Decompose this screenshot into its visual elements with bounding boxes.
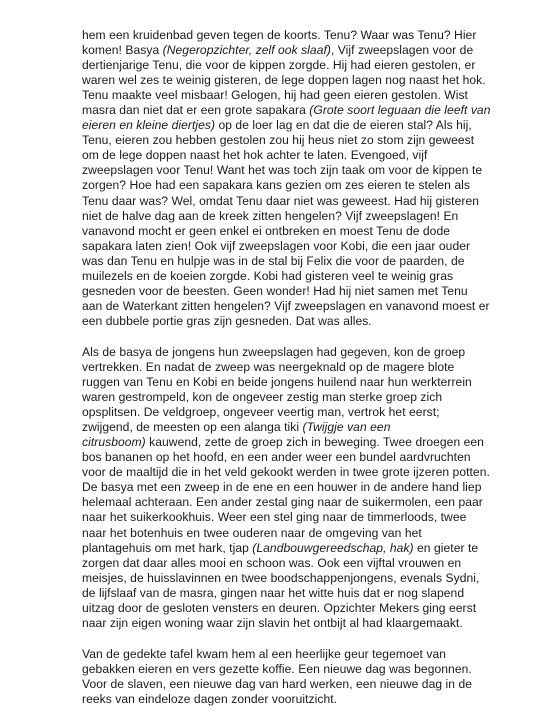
italic-gloss: citrusboom) [82, 435, 146, 450]
text-segment: sapakara laten zien! Ook vijf zweepslagen voor Kobi, die een jaar ouder [82, 238, 471, 253]
text-segment: uitzag door de gesloten vensters en deuren. Opzichter Mekers ging eerst [82, 600, 477, 615]
text-segment: waren gestrompeld, kon de ongeveer zestig man sterke groep zich [82, 390, 443, 405]
text-segment: voor de maaltijd die in het veld gekookt werden in twee grote ijzeren potten. [82, 465, 490, 480]
text-segment: aan de Waterkant zitten hengelen? Vijf zweepslagen en vanavond moest er [82, 298, 490, 313]
text-line [82, 28, 482, 43]
text-line [82, 360, 482, 375]
text-line [82, 148, 482, 163]
text-segment: Tenu daar was? Wel, omdat Tenu daar niet was geweest. Had hij gisteren [82, 193, 479, 208]
text-line [82, 133, 482, 148]
text-line [82, 541, 482, 556]
text-line [82, 239, 482, 254]
text-line [82, 526, 482, 541]
text-line [82, 314, 482, 329]
italic-gloss: eieren en kleine diertjes) [82, 118, 216, 133]
text-segment: een dubbele portie gras zijn gesneden. Dat was alles. [82, 313, 372, 328]
italic-gloss: (Grote soort leguaan die leeft van [309, 103, 491, 118]
text-line [82, 58, 482, 73]
italic-gloss: (Twijgje van een [302, 420, 391, 435]
text-line [82, 224, 482, 239]
text-line [82, 692, 482, 707]
text-segment: zorgen dat daar alles mooi en schoon was. Ook een vijftal vrouwen en [82, 555, 462, 570]
text-segment: vanavond mocht er geen enkel ei ontbreken en moest Tenu de dode [82, 223, 451, 238]
text-segment: masra dan niet dat er een grote sapakara [82, 103, 310, 118]
text-line [82, 435, 482, 450]
text-segment: hem een kruidenbad geven tegen de koorts. Tenu? Waar was Tenu? Hier [82, 28, 477, 42]
text-segment: meisjes, de huisslavinnen en twee boodschappenjongens, evenals Sydni, [82, 570, 480, 585]
text-line [82, 677, 482, 692]
text-segment: niet de halve dag aan de kreek zitten hengelen? Vijf zweepslagen! En [82, 208, 459, 223]
text-line [82, 450, 482, 465]
document-page [82, 28, 491, 707]
text-segment: naar het botenhuis en twee ouderen naar de omgeving van het [82, 525, 422, 540]
text-line [82, 405, 482, 420]
text-line [82, 647, 482, 662]
text-segment: gesneden voor de beesten. Geen wonder! Had hij niet samen met Tenu [82, 283, 468, 298]
text-line [82, 298, 490, 314]
text-line [82, 465, 490, 480]
text-line [82, 662, 482, 677]
text-segment: reeks van eindeloze dagen zonder vooruitzicht. [82, 691, 338, 706]
text-line [82, 178, 482, 193]
text-segment: naar zijn eigen woning waar zijn slavin het ontbijt al had klaargemaakt. [82, 615, 463, 630]
text-segment: komen! Basya [82, 43, 163, 58]
text-line [82, 103, 491, 118]
text-line [82, 375, 482, 390]
text-line [82, 284, 482, 299]
paragraph [82, 647, 482, 707]
text-segment: Tenu maakte veel misbaar! Gelogen, hij had geen eieren gestolen. Wist [82, 88, 468, 103]
text-segment: de lijfslaaf van de masra, gingen naar het witte huis dat er nog slapend [82, 585, 465, 600]
text-segment: Als de basya de jongens hun zweepslagen had gegeven, kon de groep [82, 344, 466, 359]
text-segment: helemaal achteraan. Een ander zestal ging naar de suikermolen, een paar [82, 495, 483, 510]
text-line [82, 480, 482, 495]
text-segment: ruggen van Tenu en Kobi en beide jongens huilend naar hun werkterrein [82, 375, 472, 390]
text-segment: gebakken eieren en vers gezette koffie. Een nieuwe dag was begonnen. [82, 661, 472, 676]
text-segment: vertrekken. En nadat de zweep was neergeknald op de magere blote [82, 359, 455, 374]
text-line [82, 556, 482, 571]
text-line [82, 390, 482, 405]
italic-gloss: (Negeropzichter, zelf ook slaaf) [162, 43, 331, 58]
text-line [82, 586, 482, 601]
text-segment: zweepslagen voor Tenu! Want het was toch zijn taak om voor de kippen te [82, 163, 483, 178]
text-segment: was dan Tenu en hulpje was in de stal bij Felix die voor de paarden, de [82, 253, 465, 268]
text-line [82, 73, 486, 88]
text-line [82, 601, 482, 616]
text-segment: en gieter te [413, 540, 479, 555]
text-line [82, 163, 482, 178]
text-line [82, 254, 482, 269]
text-segment: op de loer lag en dat die de eieren stal? Als hij, [215, 118, 472, 133]
text-line [82, 420, 482, 435]
text-line [82, 510, 482, 525]
text-segment: bos bananen op het hoofd, en een ander weer een bundel aardvruchten [82, 450, 471, 465]
paragraph-gap [82, 631, 482, 647]
text-segment: kauwend, zette de groep zich in beweging. Twee droegen een [145, 435, 484, 450]
text-segment: zorgen? Hoe had een sapakara kans gezien om zes eieren te stelen als [82, 178, 470, 193]
text-segment: plantagehuis om met hark, tjap [82, 540, 253, 555]
text-segment: Voor de slaven, een nieuwe dag van hard werken, een nieuwe dag in de [82, 676, 473, 691]
text-segment: waren wel zes te weinig gisteren, de lege doppen lagen nog naast het hok. [82, 73, 486, 88]
text-line [82, 571, 482, 586]
text-segment: Van de gedekte tafel kwam hem al een heerlijke geur tegemoet van [82, 646, 446, 661]
text-segment: Tenu, eieren zou hebben gestolen zou hij heus niet zo stom zijn geweest [82, 133, 475, 148]
text-segment: opsplitsen. De veldgroep, ongeveer veertig man, vertrok het eerst; [82, 405, 440, 420]
text-segment: muilezels en de koeien zorgde. Kobi had gisteren veel te weinig gras [82, 268, 454, 283]
text-line [82, 209, 482, 224]
text-line [82, 43, 482, 58]
paragraph-gap [82, 329, 482, 345]
text-line [82, 88, 482, 103]
text-line [82, 118, 482, 133]
text-line [82, 616, 482, 631]
text-segment: dertienjarige Tenu, die voor de kippen zorgde. Hij had eieren gestolen, er [82, 58, 476, 73]
text-line [82, 269, 482, 284]
italic-gloss: (Landbouwgereedschap, hak) [252, 540, 414, 555]
text-line [82, 194, 482, 209]
text-line [82, 345, 482, 360]
text-line [82, 495, 482, 510]
paragraph [82, 344, 490, 631]
text-segment: naar het suikerkookhuis. Weer een stel ging naar de timmerloods, twee [82, 510, 467, 525]
text-segment: De basya met een zweep in de ene en een houwer in de andere hand liep [82, 480, 482, 495]
text-segment: om de lege doppen naast het hok achter te laten. Evengoed, vijf [82, 148, 428, 163]
paragraph [82, 28, 491, 329]
text-segment: , Vijf zweepslagen voor de [330, 43, 474, 58]
text-segment: zwijgend, de meesten op een alanga tiki [82, 420, 303, 435]
